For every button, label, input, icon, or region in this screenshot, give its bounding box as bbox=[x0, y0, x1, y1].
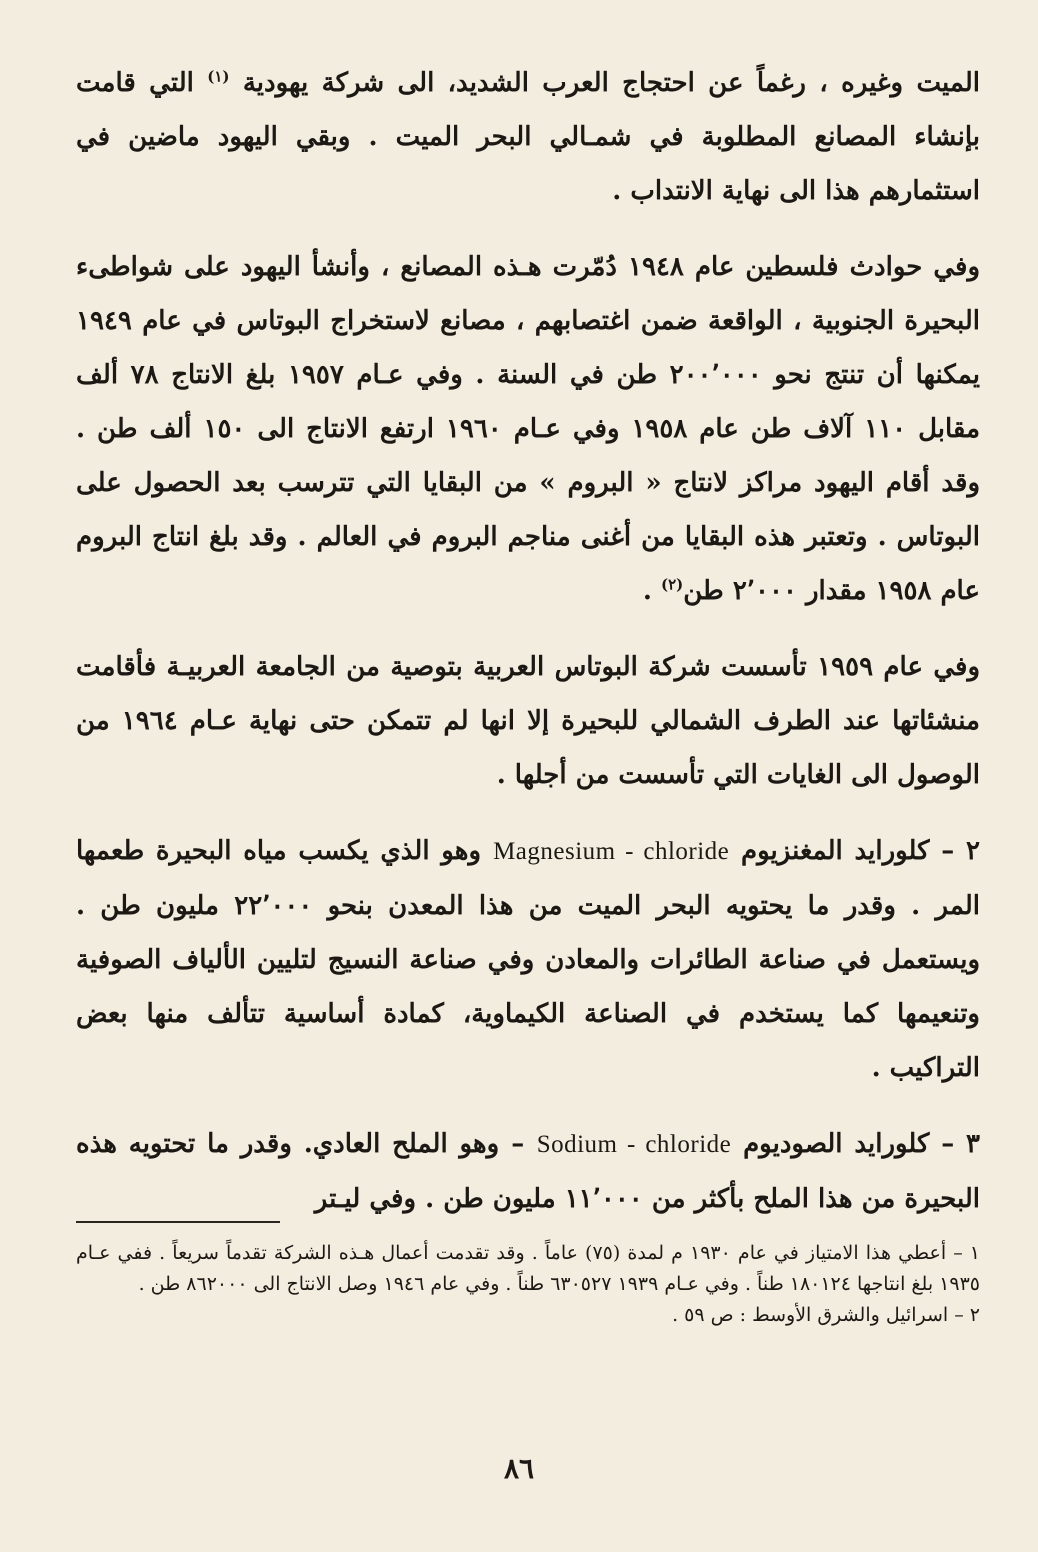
footnote-2: ٢ – اسرائيل والشرق الأوسط : ص ٥٩ . bbox=[672, 1304, 980, 1326]
footnote-ref-1: (١) bbox=[207, 67, 230, 86]
footnote-divider bbox=[76, 1221, 280, 1223]
paragraph-text: وفي حوادث فلسطين عام ١٩٤٨ دُمّرت هـذه المصانع ، وأنشأ اليهود على شواطىء البحيرة الجنوبية ، الواقعة ضمن اغتصابهم ، مصانع لاستخراج البوتاس في عام ١٩٤٩ يمكنها أن تنتج نحو ٢٠٠٬٠٠٠ طن في السنة . وفي عـام ١٩٥٧ بلغ الانتاج ٧٨ ألف مقابل ١١٠ آلاف طن عام ١٩٥٨ وفي عـام ١٩٦٠ ارتفع الانتاج الى ١٥٠ ألف طن . وقد أقام اليهود مراكز لانتاج « البروم » من البقايا التي تترسب بعد الحصول على البوتاس . وتعتبر هذه البقايا من أغنى مناجم البروم في العالم . وقد بلغ انتاج البروم عام ١٩٥٨ مقدار ٢٬٠٠٠ طن bbox=[76, 252, 981, 606]
footnote-1: ١ – أعطي هذا الامتياز في عام ١٩٣٠ م لمدة (٧٥) عاماً . وقد تقدمت أعمال هـذه الشركة تقدماً سريعاً . ففي عـام ١٩٣٥ بلغ انتاجها ١٨٠١٢٤ طناً . وفي عـام ١٩٣٩ ٦٣٠٥٢٧ طناً . وفي عام ١٩٤٦ وصل الانتاج الى ٨٦٢٠٠٠ طن . bbox=[76, 1242, 980, 1295]
section-magnesium-chloride bbox=[76, 824, 980, 1095]
footnote-ref-2: (٢) bbox=[660, 575, 684, 594]
footnotes bbox=[76, 1238, 980, 1331]
paragraph-arab-potash-company bbox=[76, 640, 980, 802]
page-number: ٨٦ bbox=[503, 1452, 535, 1485]
section-heading: ٢ – كلورايد المغنزيوم bbox=[741, 836, 981, 866]
paragraph-text: وفي عام ١٩٥٩ تأسست شركة البوتاس العربية بتوصية من الجامعة العربيـة فأقامت منشئاتها عند الطرف الشمالي للبحيرة إلا انها لم تتمكن حتى نهاية عـام ١٩٦٤ من الوصول الى الغايات التي تأسست من أجلها . bbox=[76, 652, 980, 790]
section-heading: ٣ – كلورايد الصوديوم bbox=[743, 1129, 980, 1159]
paragraph-text: الميت وغيره ، رغماً عن احتجاج العرب الشديد، الى شركة يهودية bbox=[229, 68, 980, 98]
section-text: وهو الذي يكسب مياه البحيرة طعمها المر . وقدر ما يحتويه البحر الميت من هذا المعدن بنحو ٢٢٬٠٠٠ مليون طن . ويستعمل في صناعة الطائرات والمعادن وفي صناعة النسيج لتليين الألياف الصوفية وتنعيمها كما يستخدم في الصناعة الكيماوية، كمادة أساسية تتألف منها بعض التراكيب . bbox=[76, 836, 980, 1083]
paragraph-text: التي قامت بإنشاء المصانع المطلوبة في شمـالي البحر الميت . وبقي اليهود ماضين في استثمارهم هذا الى نهاية الانتداب . bbox=[76, 68, 980, 206]
latin-term: Magnesium - chloride bbox=[493, 838, 730, 865]
paragraph-text: . bbox=[642, 576, 661, 606]
latin-term: Sodium - chloride bbox=[536, 1131, 732, 1158]
paragraph-potash-production bbox=[76, 240, 980, 618]
section-text: – وهو الملح العادي. وقدر ما تحتويه هذه البحيرة من هذا الملح بأكثر من ١١٬٠٠٠ مليون طن . وفي ليـتر bbox=[76, 1129, 980, 1214]
paragraph-dead-sea-concession bbox=[76, 56, 980, 218]
section-sodium-chloride bbox=[76, 1117, 980, 1226]
